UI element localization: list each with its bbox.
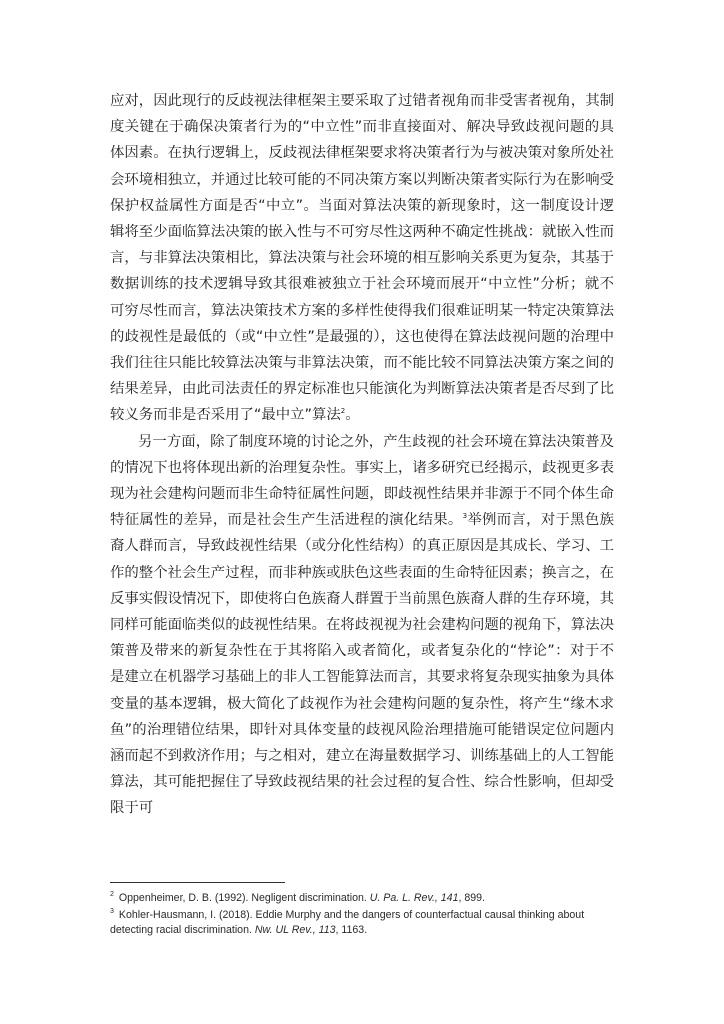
paragraph-text-end: 。 <box>345 407 360 424</box>
footnote-divider <box>110 882 285 883</box>
footnote-number: 2 <box>110 891 114 899</box>
footnote-3 <box>110 908 614 938</box>
footnotes <box>110 891 614 940</box>
footnote-reference[interactable]: 2 <box>340 407 346 416</box>
footnote-citation: Oppenheimer, D. B. (1992). Negligent discrimination. <box>118 892 370 904</box>
footnote-reference[interactable]: 3 <box>462 512 468 521</box>
paragraph-text: 应对，因此现行的反歧视法律框架主要采取了过错者视角而非受害者视角，其制度关键在于确保决策者行为的“中立性”而非直接面对、解决导致歧视问题的具体因素。在执行逻辑上，反歧视法律框架要求将决策者行为与被决策对象所处社会环境相独立，并通过比较可能的不同决策方案以判断决策者实际行为在影响受保护权益属性方面是否“中立”。当面对算法决策的新现象时，这一制度设计逻辑将至少面临算法决策的嵌入性与不可穷尽性这两种不确定性挑战：就嵌入性而言，与非算法决策相比，算法决策与社会环境的相互影响关系更为复杂，其基于数据训练的技术逻辑导致其很难被独立于社会环境而展开“中立性”分析；就不可穷尽性而言，算法决策技术方案的多样性使得我们很难证明某一特定决策算法的歧视性是最低的（或“中立性”是最强的），这也使得在算法歧视问题的治理中我们往往只能比较算法决策与非算法决策，而不能比较不同算法决策方案之间的结果差异，由此司法责任的界定标准也只能演化为判断算法决策者是否尽到了比较义务而非是否采用了“最中立”算法 <box>110 93 614 424</box>
footnote-citation: Kohler-Hausmann, I. (2018). Eddie Murphy and the dangers of counterfactual causal thinking about detecting racial discrimination. <box>110 909 585 936</box>
paragraph-text-continued: 举例而言，对于黑色族裔人群而言，导致歧视性结果（或分化性结构）的真正原因是其成长、学习、工作的整个社会生产过程，而非种族或肤色这些表面的生命特征因素；换言之，在反事实假设情况下，即使将白色族裔人群置于当前黑色族裔人群的生存环境，其同样可能面临类似的歧视性结果。在将歧视视为社会建构问题的视角下，算法决策普及带来的新复杂性在于其将陷入或者简化，或者复杂化的“悖论”：对于不是建立在机器学习基础上的非人工智能算法而言，其要求将复杂现实抽象为具体变量的基本逻辑，极大简化了歧视作为社会建构问题的复杂性，将产生“缘木求鱼”的治理错位结果，即针对具体变量的歧视风险治理措施可能错误定位问题内涵而起不到救济作用；与之相对，建立在海量数据学习、训练基础上的人工智能算法，其可能把握住了导致歧视结果的社会过程的复合性、综合性影响，但却受限于可 <box>110 512 614 817</box>
paragraph-text: 另一方面，除了制度环境的讨论之外，产生歧视的社会环境在算法决策普及的情况下也将体现出新的治理复杂性。事实上，诸多研究已经揭示，歧视更多表现为社会建构问题而非生命特征属性问题，即歧视性结果并非源于不同个体生命特征属性的差异，而是社会生产生活进程的演化结果。 <box>110 433 614 529</box>
paragraph-2 <box>110 429 614 822</box>
footnote-journal: Nw. UL Rev., 113 <box>254 924 336 936</box>
paragraph-1 <box>110 88 614 429</box>
footnote-journal: U. Pa. L. Rev., 141 <box>369 892 459 904</box>
footnote-number: 3 <box>110 908 114 916</box>
footnote-pages: , 1163. <box>335 924 368 936</box>
footnote-pages: , 899. <box>458 892 485 904</box>
footnote-2 <box>110 891 614 906</box>
main-text <box>110 88 614 822</box>
